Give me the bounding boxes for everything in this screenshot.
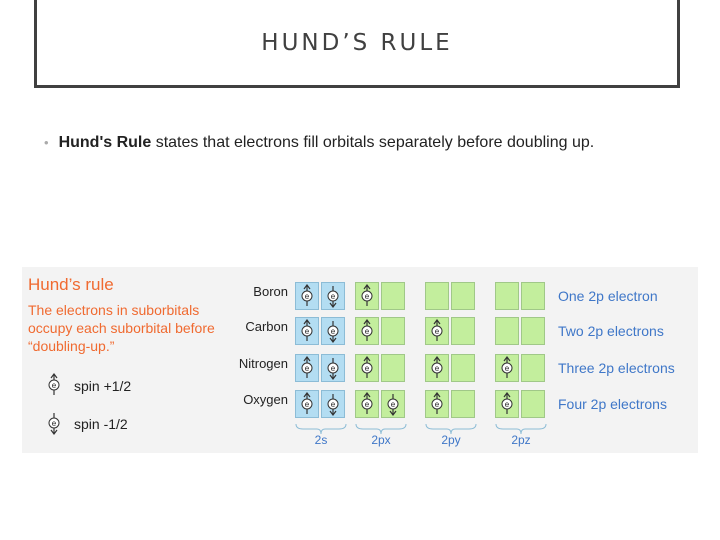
electron-spin-down-icon	[327, 356, 339, 380]
orbital-box	[381, 317, 405, 345]
element-label-boron: Boron	[253, 284, 288, 299]
electron-spin-up-icon	[431, 356, 443, 380]
orbital-box	[425, 317, 449, 345]
bullet-bold-term: Hund's Rule	[58, 134, 152, 151]
orbital-box	[381, 354, 405, 382]
svg-text:e: e	[304, 292, 310, 301]
orbital-box	[321, 317, 345, 345]
orbital-box	[451, 354, 475, 382]
orbital-box	[355, 354, 379, 382]
orbital-box	[321, 390, 345, 418]
orbital-box	[495, 354, 519, 382]
svg-text:e: e	[330, 364, 336, 373]
orbital-box	[355, 317, 379, 345]
figure-description: The electrons in suborbitals occupy each suborbital before “doubling-up.”	[28, 302, 215, 354]
electron-spin-up-icon	[501, 356, 513, 380]
orbital-box	[451, 317, 475, 345]
suborbital-label-2py: 2py	[441, 433, 461, 447]
svg-text:e: e	[364, 327, 370, 336]
svg-text:e: e	[304, 364, 310, 373]
orbital-box	[425, 390, 449, 418]
orbital-box	[355, 282, 379, 310]
orbital-box	[495, 390, 519, 418]
electron-spin-up-icon	[361, 319, 373, 343]
electron-spin-up-icon	[301, 356, 313, 380]
orbital-box	[495, 317, 519, 345]
orbital-box	[295, 317, 319, 345]
orbital-box	[451, 390, 475, 418]
svg-text:e: e	[434, 327, 440, 336]
orbital-box	[321, 354, 345, 382]
svg-text:e: e	[390, 400, 396, 409]
svg-text:e: e	[364, 364, 370, 373]
svg-text:e: e	[304, 327, 310, 336]
electron-spin-down-icon	[48, 411, 62, 437]
svg-text:e: e	[504, 400, 510, 409]
svg-text:e: e	[364, 400, 370, 409]
orbital-box	[521, 317, 545, 345]
orbital-box	[521, 354, 545, 382]
electron-spin-up-icon	[431, 319, 443, 343]
electron-spin-up-icon	[501, 392, 513, 416]
orbital-box	[295, 354, 319, 382]
svg-text:e: e	[51, 419, 57, 428]
electron-spin-up-icon	[361, 392, 373, 416]
element-label-nitrogen: Nitrogen	[238, 356, 288, 371]
legend-label: spin +1/2	[74, 378, 132, 394]
legend-spin-up	[48, 373, 131, 399]
legend-spin-down	[48, 411, 128, 437]
electron-spin-up-icon	[301, 392, 313, 416]
row-caption: One 2p electron	[558, 288, 658, 304]
svg-text:e: e	[330, 292, 336, 301]
electron-spin-up-icon	[361, 284, 373, 308]
orbital-box	[451, 282, 475, 310]
orbital-box	[381, 390, 405, 418]
title-box	[34, 0, 680, 88]
suborbital-label-2s: 2s	[314, 433, 328, 447]
svg-text:e: e	[434, 400, 440, 409]
element-label-oxygen: Oxygen	[243, 392, 288, 407]
orbital-box	[425, 354, 449, 382]
orbital-box	[295, 390, 319, 418]
electron-spin-down-icon	[387, 392, 399, 416]
hunds-rule-diagram	[22, 267, 698, 453]
electron-spin-up-icon	[361, 356, 373, 380]
electron-spin-down-icon	[327, 392, 339, 416]
bullet-dot: •	[44, 135, 49, 150]
element-label-carbon: Carbon	[245, 319, 288, 334]
bullet-point	[44, 134, 594, 152]
svg-text:e: e	[330, 400, 336, 409]
row-caption: Two 2p electrons	[558, 323, 664, 339]
svg-text:e: e	[504, 364, 510, 373]
slide-title: HUND’S RULE	[261, 29, 453, 56]
legend-label: spin -1/2	[74, 416, 128, 432]
orbital-box	[355, 390, 379, 418]
svg-text:e: e	[304, 400, 310, 409]
row-caption: Three 2p electrons	[558, 360, 675, 376]
svg-text:e: e	[434, 364, 440, 373]
electron-spin-up-icon	[48, 373, 62, 399]
electron-spin-down-icon	[327, 319, 339, 343]
orbital-box	[521, 390, 545, 418]
orbital-box	[521, 282, 545, 310]
svg-text:e: e	[364, 292, 370, 301]
orbital-box	[295, 282, 319, 310]
orbital-box	[321, 282, 345, 310]
orbital-box	[381, 282, 405, 310]
row-caption: Four 2p electrons	[558, 396, 667, 412]
bullet-text: states that electrons fill orbitals separately before doubling up.	[151, 134, 595, 151]
electron-spin-up-icon	[301, 284, 313, 308]
suborbital-label-2px: 2px	[371, 433, 391, 447]
svg-text:e: e	[51, 381, 57, 390]
orbital-box	[425, 282, 449, 310]
figure-title: Hund’s rule	[28, 275, 114, 294]
svg-text:e: e	[330, 327, 336, 336]
orbital-box	[495, 282, 519, 310]
electron-spin-down-icon	[327, 284, 339, 308]
electron-spin-up-icon	[301, 319, 313, 343]
suborbital-label-2pz: 2pz	[511, 433, 531, 447]
electron-spin-up-icon	[431, 392, 443, 416]
